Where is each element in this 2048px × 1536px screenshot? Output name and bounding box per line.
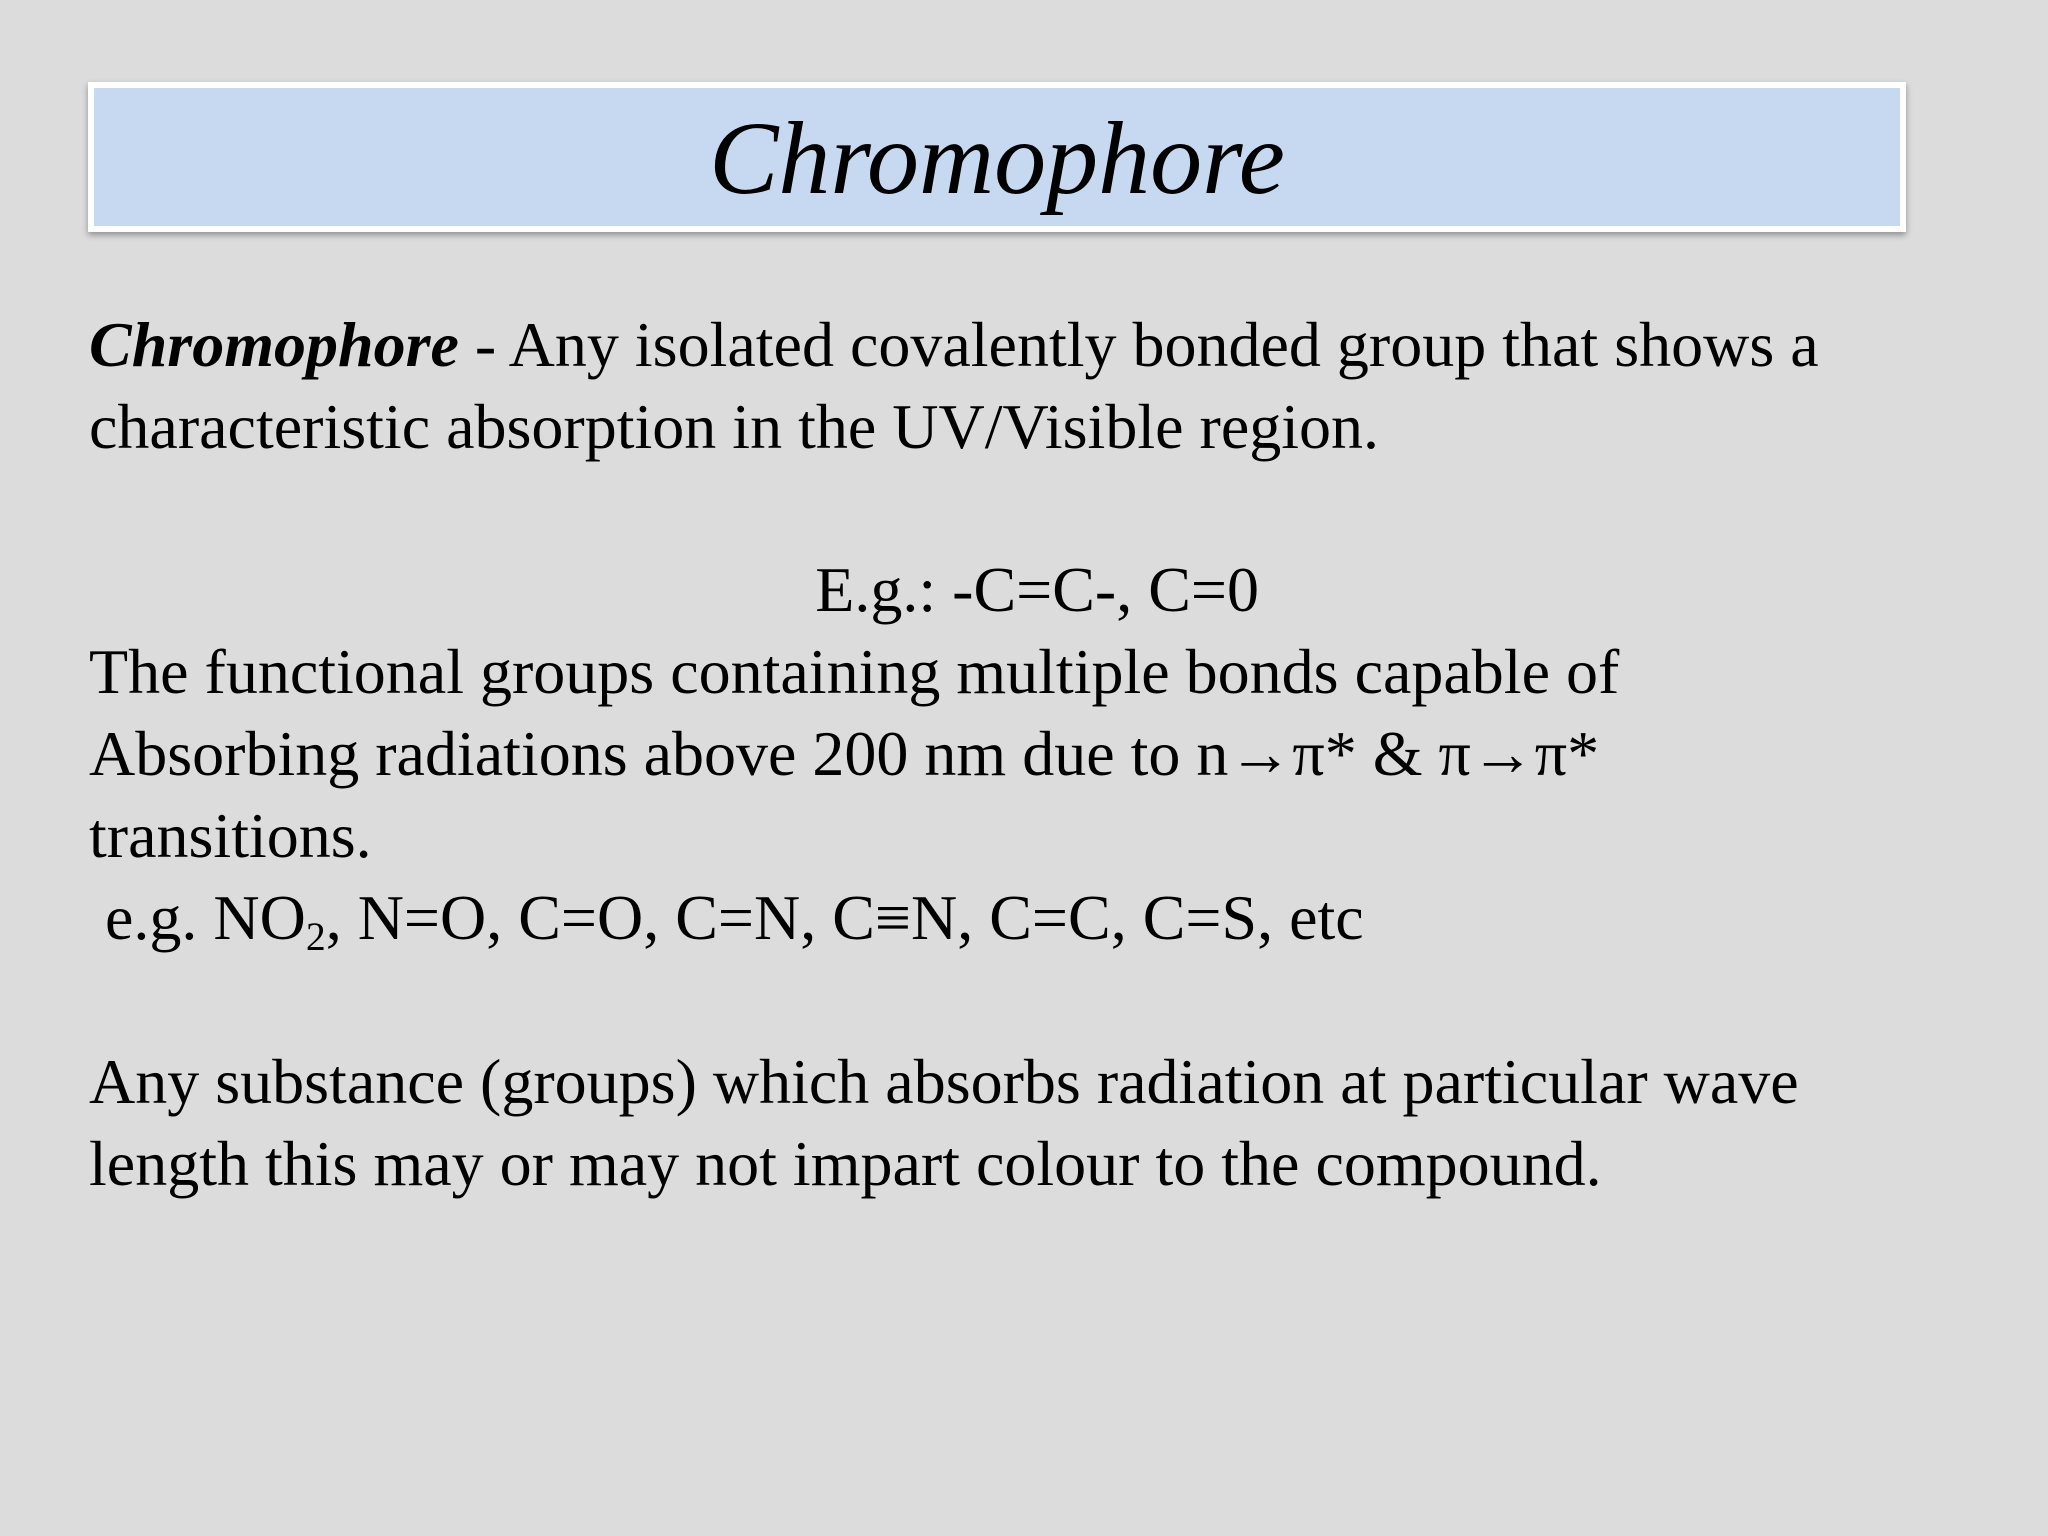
definition-term: Chromophore <box>89 309 459 380</box>
example-1: E.g.: -C=C-, C=0 <box>815 554 1259 625</box>
example-2 <box>105 877 1364 959</box>
functional-groups-line-3: transitions. <box>89 800 372 871</box>
example-2-subscript: 2 <box>305 915 326 960</box>
definition-line-1 <box>89 304 1819 386</box>
definition-line-2: characteristic absorption in the UV/Visible region. <box>89 391 1379 462</box>
substance-line-2: length this may or may not impart colour to the compound. <box>89 1128 1602 1199</box>
example-2-prefix: e.g. NO <box>105 882 306 953</box>
slide-title: Chromophore <box>709 101 1285 216</box>
definition-text: - Any isolated covalently bonded group that shows a <box>458 309 1819 380</box>
example-2-rest: , N=O, C=O, C=N, C≡N, C=C, C=S, etc <box>325 882 1364 953</box>
functional-groups-line-1: The functional groups containing multiple bonds capable of <box>89 636 1620 707</box>
substance-line-1: Any substance (groups) which absorbs radiation at particular wave <box>89 1046 1799 1117</box>
title-banner <box>88 82 1906 232</box>
functional-groups-line-2: Absorbing radiations above 200 nm due to n→π* & π→π* <box>89 718 1600 789</box>
